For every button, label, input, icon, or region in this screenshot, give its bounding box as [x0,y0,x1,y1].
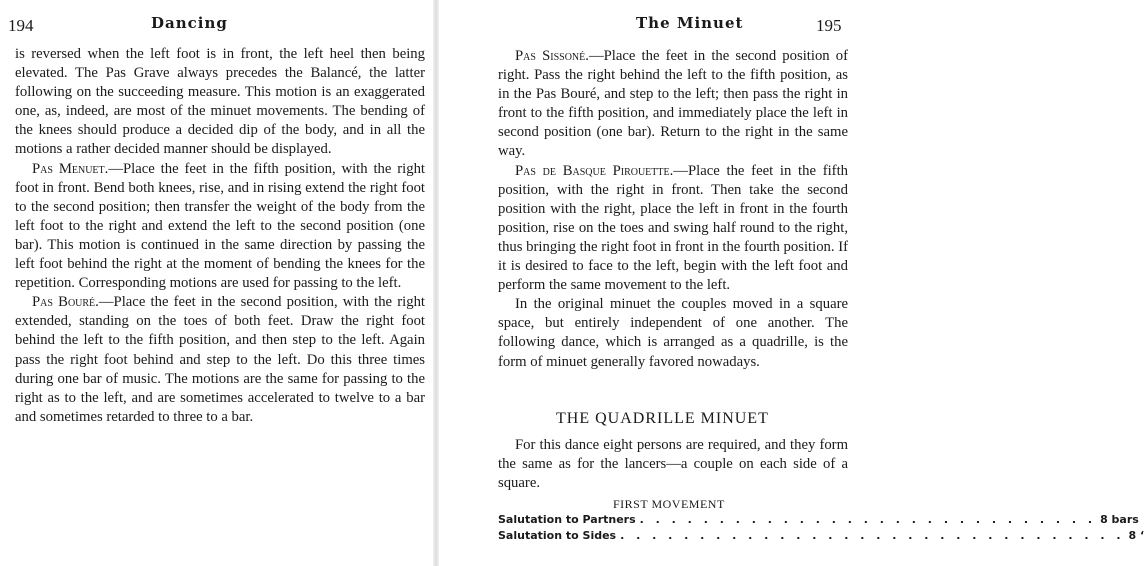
pas-menuet-text: —Place the feet in the fifth position, with the right foot in front. Bend both knees, rise, and in rising extend the right foot to the second position; then transfer the weight of the body from the left foot to the right and extend the left to the second position (one bar). This motion is continued in the same direction by passing the left foot behind the right at the moment of bending the knees for the repetition. Corresponding motions are used for passing to the left. [15,160,426,292]
paragraph-pas-boure [15,293,425,427]
pas-boure-text: —Place the feet in the second position, with the right extended, standing on the toes of both feet. Draw the right foot behind the left to the fifth position, and then step to the left. Again pass the right foot behind and step to the left. Do this three times during one bar of music. The motions are the same for passing to the right as to the left, and are sometimes accelerated to twelve to a bar and sometimes retarded to three to a bar. [15,294,425,425]
paragraph-pas-basque [498,162,848,296]
paragraph-original-minuet: In the original minuet the couples moved in a square space, but entirely independent of one another. The following dance, which is arranged as a quadrille, is the form of minuet generally favored nowadays. [498,296,848,370]
running-head: The Minuet [636,14,744,32]
paragraph-intro: is reversed when the left foot is in front, the left heel then being elevated. The Pas Grave always precedes the Balancé, the latter following on the succeeding measure. This motion is an exaggerated one, as, indeed, are most of the minuet movements. The bending of the knees should produce a decided dip of the body, and in all the motions a rather decided manner should be displayed. [15,46,425,158]
figure-row [498,529,1144,542]
page-number: 194 [8,16,34,35]
pas-basque-text: —Place the feet in the fifth position, with the right in front. Then take the second position with the right, place the left in front in the fourth position, rise on the toes and swing half round to the right, thus bringing the right foot in front in the fourth position. If it is desired to face to the left, begin with the left foot and perform the same movement to the left. [498,162,849,294]
paragraph-persons: For this dance eight persons are required, and they form the same as for the lancers—a couple on each side of a square. [498,437,848,492]
figure-count: 8 ‘ [1128,529,1144,542]
figure-name: Salutation to Sides [498,529,617,542]
figure-name: Salutation to Partners [498,513,636,526]
section-heading: THE QUADRILLE MINUET [556,410,769,427]
pas-boure-title: Pas Bouré. [32,294,99,311]
figure-row [498,513,1139,526]
page-number: 195 [816,16,842,35]
left-page [0,0,436,566]
figure-count: 8 bars [1100,513,1139,526]
subheading: FIRST MOVEMENT [613,497,725,511]
pas-menuet-title: Pas Menuet. [32,160,109,177]
paragraph-pas-menuet [15,160,425,294]
pas-sissone-title: Pas Sissoné. [515,48,589,64]
right-page [436,0,1144,566]
body-text [15,45,425,427]
pas-basque-title: Pas de Basque Pirouette. [515,162,674,179]
leader-dots: . . . . . . . . . . . . . . . . . . . . . . . . . . . . . . . . [620,529,1125,542]
body-text [498,47,848,372]
pas-sissone-text: —Place the feet in the second position of right. Pass the right behind the left to the fifth position, as in the Pas Bouré, and step to the left; then pass the right in front to the fifth position, and immediately place the left in second position (one bar). Return to the right in the same way. [498,48,848,160]
body-text-2 [498,436,848,493]
running-head: Dancing [151,14,228,32]
paragraph-pas-sissone [498,47,848,162]
leader-dots: . . . . . . . . . . . . . . . . . . . . . . . . . . . . . [639,513,1097,526]
